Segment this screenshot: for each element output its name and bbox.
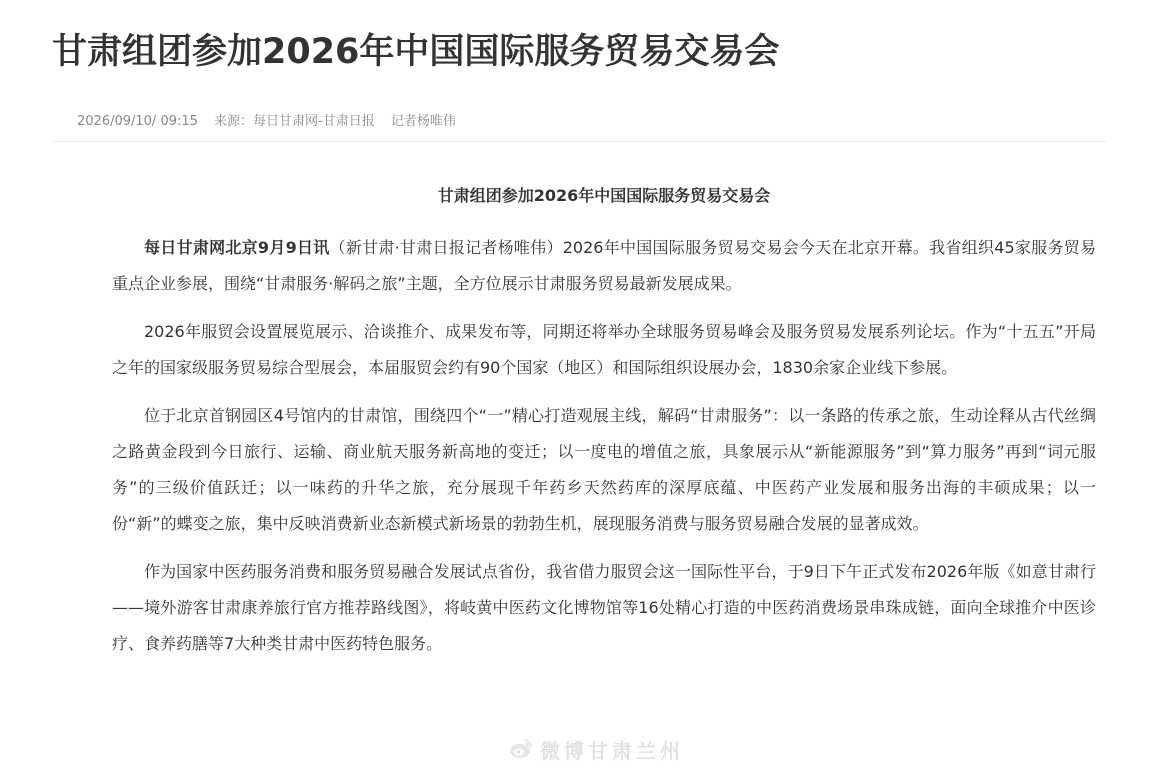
header-divider — [52, 141, 1107, 142]
article-paragraph: 2026年服贸会设置展览展示、洽谈推介、成果发布等，同期还将举办全球服务贸易峰会及服务贸易发展系列论坛。作为“十五五”开局之年的国家级服务贸易综合型展会，本届服贸会约有90个国家（地区）和国际组织设展办会，1830余家企业线下参展。 — [112, 322, 1096, 377]
weibo-watermark — [508, 734, 684, 764]
article-paragraph — [112, 230, 1096, 302]
article-body — [112, 176, 1096, 674]
paragraph-text: （新甘肃·甘肃日报记者杨唯伟）2026年中国国际服务贸易交易会今天在北京开幕。我省组织45家服务贸易重点企业参展，围绕“甘肃服务·解码之旅”主题，全方位展示甘肃服务贸易最新发展成果。 — [112, 238, 1096, 293]
article-paragraph: 作为国家中医药服务消费和服务贸易融合发展试点省份，我省借力服贸会这一国际性平台，于9日下午正式发布2026年版《如意甘肃行——境外游客甘肃康养旅行官方推荐路线图》，将岐黄中医药文化博物馆等16处精心打造的中医药消费场景串珠成链，面向全球推介中医诊疗、食养药膳等7大种类甘肃中医药特色服务。 — [112, 562, 1096, 653]
watermark-handle: 甘肃兰州 — [588, 738, 684, 763]
article-paragraph: 位于北京首钢园区4号馆内的甘肃馆，围绕四个“一”精心打造观展主线，解码“甘肃服务”：以一条路的传承之旅，生动诠释从古代丝绸之路黄金段到今日旅行、运输、商业航天服务新高地的变迁；以一度电的增值之旅，具象展示从“新能源服务”到“算力服务”再到“词元服务”的三级价值跃迁；以一味药的升华之旅，充分展现千年药乡天然药库的深厚底蕴、中医药产业发展和服务出海的丰硕成果；以一份“新”的蝶变之旅，集中反映消费新业态新模式新场景的勃勃生机，展现服务消费与服务贸易融合发展的显著成效。 — [112, 406, 1096, 533]
weibo-logo-icon — [508, 736, 534, 762]
publish-datetime: 2026/09/10/ 09:15 — [77, 114, 198, 129]
dateline-lead: 每日甘肃网北京9月9日讯 — [144, 238, 330, 257]
watermark-text: 微博 — [540, 738, 588, 763]
article-title: 甘肃组团参加2026年中国国际服务贸易交易会 — [52, 32, 780, 72]
article-subtitle: 甘肃组团参加2026年中国国际服务贸易交易会 — [437, 186, 771, 205]
article-meta — [77, 112, 468, 132]
article-reporter: 记者杨唯伟 — [390, 114, 456, 129]
article-source: 来源：每日甘肃网-甘肃日报 — [214, 114, 375, 129]
